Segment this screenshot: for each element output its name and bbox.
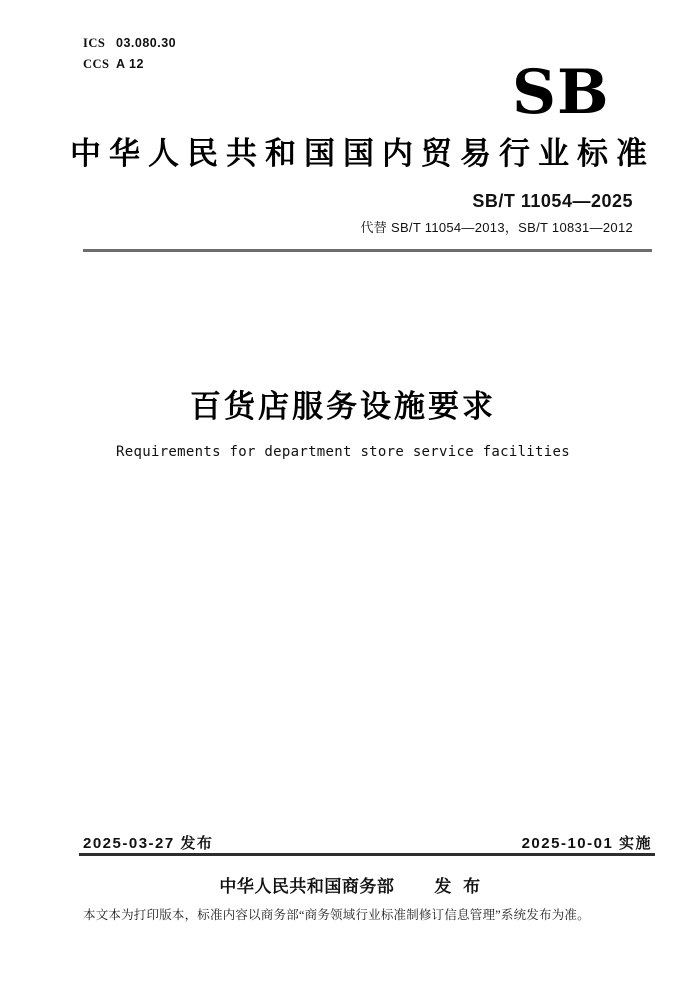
standard-category-title: 中华人民共和国国内贸易行业标准 — [70, 136, 655, 171]
footer-divider-rule — [79, 853, 655, 856]
standard-number: SB/T 11054—2025 — [472, 191, 633, 211]
document-title-en: Requirements for department store service facilities — [116, 444, 570, 460]
publisher-row — [0, 872, 700, 897]
sb-logo: SB — [512, 57, 610, 128]
ccs-line — [83, 54, 176, 75]
issue-date: 2025-03-27 发布 — [83, 835, 214, 852]
date-row — [83, 832, 652, 853]
document-title-zh: 百货店服务设施要求 — [190, 389, 496, 424]
ics-label: ICS — [83, 36, 106, 50]
publisher-name: 中华人民共和国商务部 — [219, 877, 395, 896]
header-divider-rule — [83, 249, 652, 252]
print-note: 本文本为打印版本，标准内容以商务部“商务领域行业标准制修订信息管理”系统发布为准。 — [83, 908, 590, 922]
ics-value: 03.080.30 — [116, 36, 177, 50]
publish-label: 发 布 — [434, 877, 481, 896]
ccs-label: CCS — [83, 57, 110, 71]
ccs-value: A 12 — [116, 57, 144, 71]
implementation-date: 2025-10-01 实施 — [521, 835, 652, 852]
ics-line — [83, 33, 176, 54]
classification-codes — [83, 33, 176, 75]
replaced-standards: 代替 SB/T 11054—2013，SB/T 10831—2012 — [360, 220, 633, 235]
standard-number-block — [360, 191, 633, 236]
